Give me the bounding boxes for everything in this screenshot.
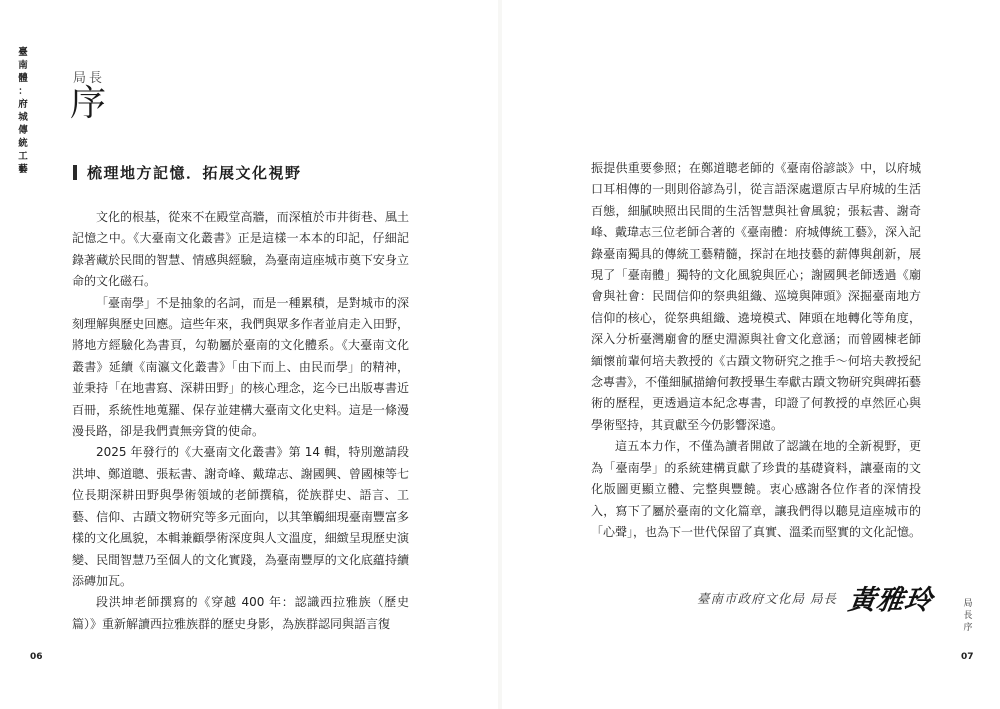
- body-paragraph: 2025 年發行的《大臺南文化叢書》第 14 輯，特別邀請段洪坤、鄭道聰、張耘書、謝奇峰、戴瑋志、謝國興、曾國棟等七位長期深耕田野與學術領域的老師撰稿，從族群史、語言、工藝、信仰、古蹟文物研究等多元面向，以其筆觸細現臺南豐富多樣的文化風貌，本輯兼顧學術深度與人文溫度，細緻呈現歷史演變、民間智慧乃至個人的文化實踐，為臺南豐厚的文化底蘊持續添磚加瓦。: [72, 445, 409, 588]
- side-char: ：: [18, 86, 28, 97]
- side-char: 長: [963, 611, 973, 621]
- left-body-column: [72, 207, 409, 635]
- section-bar-decoration: [73, 165, 77, 180]
- side-char: 序: [963, 623, 973, 633]
- preface-title: 序: [70, 83, 107, 124]
- side-char: 傳: [18, 125, 28, 136]
- body-paragraph: 文化的根基，從來不在殿堂高牆，而深植於市井街巷、風土記憶之中。《大臺南文化叢書》正是這樣一本本的印記，仔細記錄著藏於民間的智慧、情感與經驗，為臺南這座城市奠下安身立命的文化磁石。: [72, 210, 409, 289]
- side-char: 統: [18, 138, 28, 149]
- side-char: 體: [18, 73, 28, 84]
- running-header-left: [16, 46, 30, 176]
- page-number: 06: [30, 652, 43, 662]
- side-char: 府: [18, 99, 28, 110]
- side-char: 臺: [18, 47, 28, 58]
- side-char: 局: [963, 599, 973, 609]
- page-number: 07: [961, 652, 974, 662]
- side-char: 工: [18, 151, 28, 162]
- body-paragraph: 這五本力作，不僅為讀者開啟了認識在地的全新視野，更為「臺南學」的系統建構貢獻了珍貴的基礎資料，讓臺南的文化版圖更顯立體、完整與豐饒。衷心感謝各位作者的深情投入，寫下了屬於臺南的文化篇章，讓我們得以聽見這座城市的「心聲」，也為下一世代保留了真實、溫柔而堅實的文化記憶。: [591, 439, 922, 539]
- side-char: 藝: [18, 164, 28, 175]
- handwritten-signature: 黃雅玲: [846, 585, 935, 616]
- signature-title: 臺南市政府文化局 局長: [697, 590, 837, 606]
- signature-block: [697, 578, 933, 617]
- body-paragraph: 「臺南學」不是抽象的名詞，而是一種累積，是對城市的深刻理解與歷史回應。這些年來，我們與眾多作者並肩走入田野，將地方經驗化為書頁，勾勒屬於臺南的文化體系。《大臺南文化叢書》延續《南瀛文化叢書》「由下而上、由民而學」的精神，並秉持「在地書寫、深耕田野」的核心理念，迄今已出版專書近百冊，系統性地蒐羅、保存並建構大臺南文化史料。這是一條漫漫長路，卻是我們責無旁貸的使命。: [72, 295, 409, 439]
- running-header-right: [961, 598, 975, 634]
- body-paragraph: 段洪坤老師撰寫的《穿越 400 年：認識西拉雅族（歷史篇）》重新解讀西拉雅族群的歷史身影，為族群認同與語言復: [72, 595, 409, 631]
- side-char: 南: [18, 60, 28, 71]
- side-char: 城: [18, 112, 28, 123]
- preface-author-eyebrow: 局長: [73, 71, 106, 86]
- body-paragraph: 振提供重要參照；在鄭道聰老師的《臺南俗諺談》中，以府城口耳相傳的一則則俗諺為引，從言語深處還原古早府城的生活百態，細膩映照出民間的生活智慧與社會風貌；張耘書、謝奇峰、戴瑋志三位老師合著的《臺南體：府城傳統工藝》，深入記錄臺南獨具的傳統工藝精髓，探討在地技藝的薪傳與創新，展現了「臺南體」獨特的文化風貌與匠心；謝國興老師透過《廟會與社會：民間信仰的祭典組織、巡境與陣頭》深掘臺南地方信仰的核心，從祭典組織、遶境模式、陣頭在地轉化等角度，深入分析臺灣廟會的歷史淵源與社會文化意涵；而曾國棟老師緬懷前輩何培夫教授的《古蹟文物研究之推手～何培夫教授紀念專書》，不僅細膩描繪何教授畢生奉獻古蹟文物研究與碑拓藝術的歷程，更透過這本紀念專書，印證了何教授的卓然匠心與學術堅持，其貢獻至今仍影響深遠。: [591, 161, 922, 432]
- right-body-column: [591, 158, 921, 543]
- section-title: 梳理地方記憶．拓展文化視野: [87, 164, 302, 182]
- left-page: [0, 0, 498, 709]
- section-heading: [73, 162, 302, 183]
